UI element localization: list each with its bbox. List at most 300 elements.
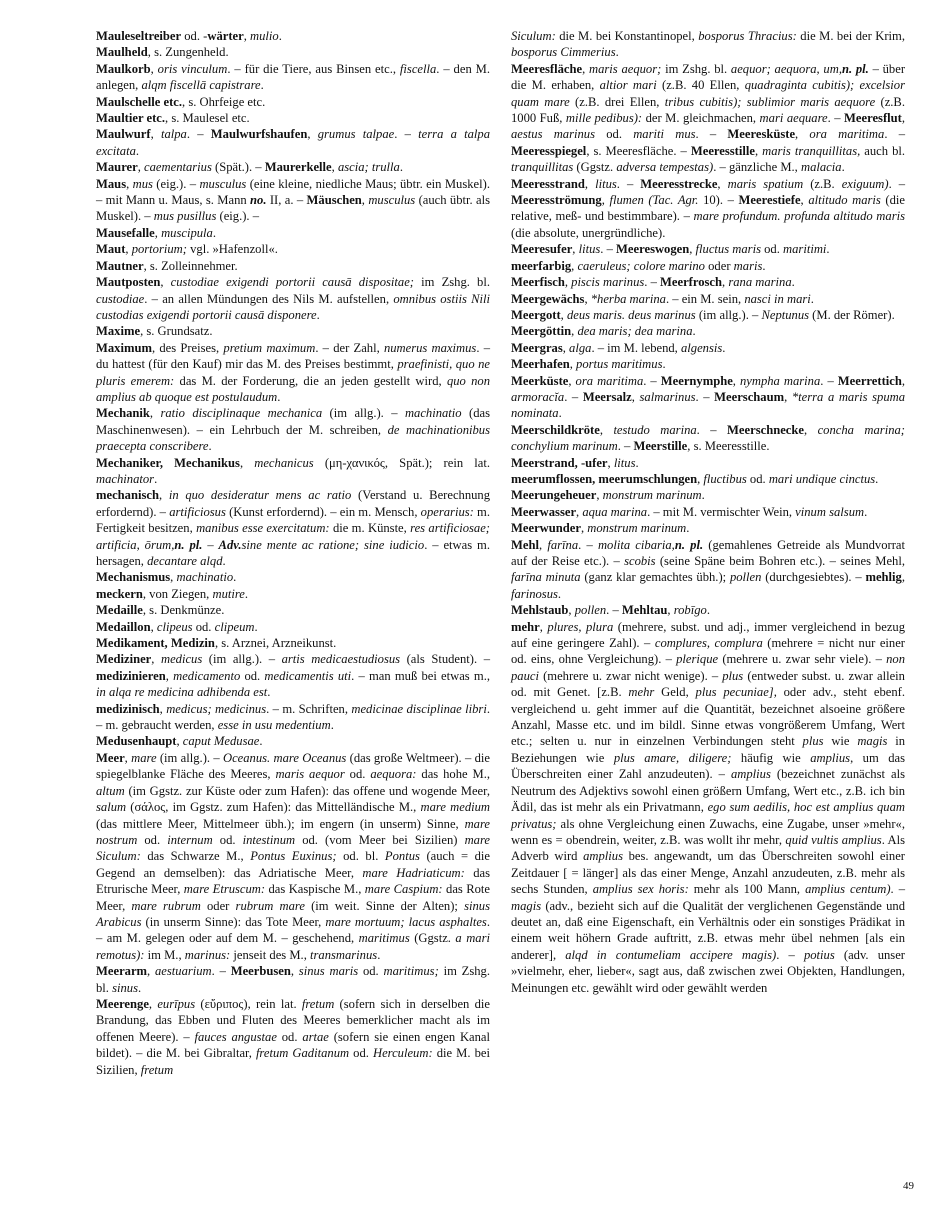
entry-text: ,: [243, 29, 250, 43]
latin-term: exiguum): [841, 176, 889, 191]
latin-term: mare: [131, 750, 157, 765]
latin-term: muscipula: [161, 225, 213, 240]
latin-term: Siculum:: [511, 29, 556, 43]
dictionary-entry: [96, 405, 490, 454]
entry-text: ,: [631, 389, 640, 404]
entry-text: (in unserm Sinne): das Tote Meer,: [141, 914, 326, 929]
entry-text: (mehrere u. zwar sehr viele). –: [718, 652, 887, 667]
entry-text: wie: [823, 734, 858, 749]
entry-text: (Spät.). –: [211, 160, 265, 175]
latin-term: n. pl.: [841, 61, 869, 76]
entry-text: (seine Späne beim Bohren etc.). – seines Mehl,: [655, 554, 905, 568]
entry-text: . –: [644, 275, 661, 290]
entry-text: (z.B. 1000 Fuß,: [511, 94, 905, 126]
latin-term: *terra a maris spuma nominata: [511, 389, 906, 421]
dictionary-entry: [96, 750, 490, 963]
latin-term: rana marina: [728, 275, 792, 290]
entry-text: od.: [746, 471, 769, 486]
latin-term: mare nostrum: [96, 816, 490, 847]
headword: Meersalz: [582, 389, 632, 404]
entry-text: (eine kleine, niedliche Maus; übtr. ein Muskel). – mit Mann u. Maus, s. Mann: [96, 176, 490, 208]
dictionary-entry: [511, 619, 905, 996]
latin-term: mutire: [212, 586, 245, 601]
entry-text: (eig.). –: [152, 176, 200, 191]
entry-text: . –: [695, 389, 715, 404]
latin-term: grumus talpae: [317, 127, 395, 142]
headword: Medaillon: [96, 619, 151, 634]
entry-text: .: [244, 586, 249, 601]
entry-text: (die absolute, unergründliche).: [511, 225, 666, 240]
latin-term: alqd in contumeliam accipere magis): [565, 947, 777, 962]
latin-term: mare Siculum:: [96, 832, 490, 864]
latin-term: magis: [511, 898, 542, 913]
entry-text: .: [686, 521, 690, 536]
latin-term: aequor; aequora, um,: [730, 61, 842, 76]
entry-text: . –: [394, 127, 419, 142]
entry-text: ,: [160, 275, 171, 290]
latin-term: aqua marina: [582, 504, 648, 519]
latin-term: mare Etruscum:: [183, 882, 266, 897]
entry-text: die m. Künste,: [329, 521, 411, 536]
dictionary-entry: [96, 225, 490, 241]
entry-text: .: [662, 357, 666, 372]
latin-term: mus pusillus: [153, 209, 217, 224]
entry-text: (im allg.). –: [202, 652, 282, 667]
dictionary-entry: [511, 323, 905, 339]
latin-term: robīgo: [673, 603, 707, 618]
entry-text: . Als Adverb wird: [511, 832, 905, 864]
latin-term: machinator: [96, 471, 155, 486]
latin-term: bosporus Cimmerius: [511, 45, 616, 60]
entry-text: od.: [595, 127, 634, 142]
headword: Meergott: [511, 307, 561, 322]
headword: Medikament, Medizin: [96, 636, 215, 651]
headword: Meerrettich: [837, 373, 902, 388]
dictionary-entry: [96, 159, 490, 175]
latin-term: no.: [250, 193, 267, 208]
dictionary-entry: [96, 274, 490, 323]
entry-text: .: [316, 307, 320, 322]
entry-text: . –: [884, 127, 905, 142]
entry-text: ,: [580, 521, 588, 536]
latin-term: ora maritima: [809, 127, 885, 142]
entry-text: das hohe M.,: [416, 767, 490, 782]
latin-term: artae: [302, 1029, 329, 1044]
latin-term: internum: [167, 832, 213, 847]
entry-text: .: [635, 455, 639, 470]
entry-text: ,: [572, 242, 579, 257]
latin-term: pollen: [574, 603, 607, 618]
entry-text: ,: [149, 406, 161, 421]
headword: Meerstille: [633, 439, 688, 454]
entry-text: .: [212, 225, 216, 240]
latin-term: aestuarium: [154, 964, 212, 979]
entry-text: .: [208, 439, 212, 454]
headword: Meerküste: [511, 373, 569, 388]
dictionary-entry: [511, 28, 905, 61]
entry-text: .: [138, 980, 142, 995]
dictionary-entry: [96, 241, 490, 257]
headword: Meeresflut: [844, 111, 902, 126]
entry-text: (z.B.: [803, 176, 842, 191]
dictionary-entry: [96, 94, 490, 110]
entry-text: ,: [607, 455, 614, 470]
dictionary-entry: [96, 44, 490, 60]
entry-text: . –: [820, 373, 838, 388]
entry-text: (im allg.). –: [695, 307, 762, 322]
latin-term: mille pedibus):: [565, 111, 643, 126]
latin-term: medicamento: [173, 668, 241, 683]
latin-term: maritimus;: [383, 964, 439, 979]
entry-text: , von Ziegen,: [142, 586, 213, 601]
latin-term: bosporus Thracius:: [698, 29, 797, 43]
entry-text: .: [701, 488, 705, 503]
entry-text: das Schwarze M.,: [140, 849, 251, 864]
entry-text: ,: [754, 143, 763, 158]
latin-term: ora maritima: [575, 373, 644, 388]
dictionary-entry: [511, 291, 905, 307]
latin-term: medicus: [160, 652, 203, 667]
entry-text: (das mittlere Meer, Mittelmeer übh.); im engern (in unserm) Sinne,: [96, 816, 465, 831]
latin-term: Oceanus. mare Oceanus: [222, 750, 347, 765]
headword: Mäuschen: [306, 193, 362, 208]
entry-text: die M. bei Konstantinopel,: [555, 29, 699, 43]
latin-term: piscis marinus: [571, 275, 645, 290]
latin-term: algensis: [680, 340, 723, 355]
entry-text: . – für die Tiere, aus Binsen etc.,: [227, 61, 400, 76]
latin-term: farīna: [547, 537, 579, 552]
headword: Meeresfläche: [511, 61, 583, 76]
entry-text: das Rote Meer,: [96, 882, 491, 913]
latin-term: dea maris; dea marina: [577, 324, 693, 339]
headword: meckern: [96, 586, 143, 601]
headword: Mediziner: [96, 652, 152, 667]
latin-term: ascia; trulla: [337, 160, 400, 175]
entry-text: –: [202, 537, 219, 552]
dictionary-entry: [511, 504, 905, 520]
entry-text: ,: [697, 471, 704, 486]
entry-text: (auch übtr. als Muskel). –: [96, 193, 490, 224]
entry-text: .: [278, 29, 282, 43]
entry-text: . – den M. anlegen,: [96, 61, 490, 93]
entry-text: ,: [159, 701, 167, 716]
latin-term: eurīpus: [157, 996, 196, 1011]
headword: Meergöttin: [511, 324, 572, 339]
latin-term: aestus marinus: [511, 127, 595, 142]
latin-term: maritimi: [783, 242, 827, 257]
entry-text: (Ggstz.: [409, 931, 456, 946]
entry-text: im Zshg. bl.: [661, 61, 731, 76]
latin-term: salum: [96, 800, 127, 815]
latin-term: fluctibus: [703, 471, 747, 486]
entry-text: .: [557, 586, 562, 601]
entry-text: . –: [890, 882, 905, 897]
entry-text: oder: [200, 898, 236, 913]
headword: Meeresströmung: [511, 193, 602, 208]
headword: Meeresspiegel: [511, 143, 587, 158]
dictionary-entry: [96, 126, 490, 159]
headword: mehlig: [865, 570, 902, 585]
latin-term: Pontus Euxinus;: [250, 849, 337, 864]
entry-text: ,: [170, 570, 177, 585]
latin-term: mehr: [628, 685, 655, 700]
entry-text: .: [875, 471, 879, 486]
entry-text: mehr als 100 Mann,: [688, 882, 806, 897]
latin-term: plures, plura: [547, 619, 614, 634]
entry-text: .: [277, 389, 281, 404]
entry-text: ,: [150, 61, 158, 76]
page-number: 49: [903, 1180, 914, 1192]
entry-text: .: [377, 947, 381, 962]
entry-text: od. bl.: [336, 849, 385, 864]
dictionary-entry: [96, 28, 490, 44]
entry-text: ,: [795, 127, 810, 142]
latin-term: sinus Arabicus: [96, 898, 490, 929]
latin-term: mari undique cinctus: [768, 471, 876, 486]
latin-term: vinum salsum: [795, 504, 865, 519]
latin-term: mare rubrum: [131, 898, 201, 913]
entry-text: .: [135, 143, 140, 158]
headword: Maulwurfshaufen: [210, 127, 308, 142]
entry-text: (auch = die Gegend an demselben): das Adriatische Meer,: [96, 849, 491, 880]
headword: Mausefalle: [96, 225, 155, 240]
entry-text: (Verstand u. Berechnung erfordernd). –: [96, 488, 491, 519]
latin-term: transmarinus: [310, 947, 378, 962]
latin-term: medicus; medicinus: [166, 701, 267, 716]
latin-term: tranquillitas: [511, 160, 574, 175]
headword: Meerbusen: [230, 964, 291, 979]
latin-term: plus: [802, 734, 824, 749]
latin-term: portus maritimus: [576, 357, 663, 372]
headword: Meerarm: [96, 964, 148, 979]
latin-term: altum: [96, 783, 125, 798]
dictionary-entry: [96, 586, 490, 602]
dictionary-entry: [96, 733, 490, 749]
entry-text: , s. Grundsatz.: [140, 324, 213, 339]
entry-text: .: [254, 619, 258, 634]
headword: Maxime: [96, 324, 141, 339]
entry-text: od. (vom Meer bei Sizilien): [295, 832, 465, 847]
entry-text: Geld,: [654, 685, 696, 700]
latin-term: numerus maximus: [383, 340, 477, 355]
latin-term: pretium maximum: [223, 340, 316, 355]
latin-term: scobis: [624, 554, 656, 568]
dictionary-entry: [96, 61, 490, 94]
dictionary-entry: [511, 471, 905, 487]
entry-text: . –: [606, 603, 622, 618]
latin-term: magis: [857, 734, 888, 749]
headword: Maulwurf: [96, 127, 151, 142]
entry-text: ,: [539, 619, 548, 634]
entry-text: das M. der Forderung, die an jeden gestellt wird,: [174, 373, 447, 388]
entry-text: .: [810, 291, 814, 306]
entry-text: , s. Zolleinnehmer.: [143, 258, 238, 273]
entry-text: (im allg.). –: [322, 406, 405, 421]
latin-term: Adv.: [218, 537, 242, 552]
entry-text: ,: [569, 357, 577, 372]
entry-text: ,: [576, 504, 583, 519]
latin-term: custodiae: [96, 291, 145, 306]
dictionary-entry: [511, 455, 905, 471]
headword: medizinieren: [96, 668, 166, 683]
dictionary-entry: [511, 176, 905, 242]
headword: mechanisch: [96, 488, 159, 503]
entry-text: (sofern sich in derselben die Brandung, das Ebben und Fluten des Meeres bemerklicher macht als im offenen Meere). –: [96, 996, 490, 1044]
entry-text: ,: [562, 340, 570, 355]
entry-text: , s. Maulesel etc.: [165, 111, 250, 126]
latin-term: de machinationibus praecepta conscribere: [96, 422, 490, 454]
entry-text: häufig wie: [731, 750, 811, 765]
entry-text: ,: [584, 291, 591, 306]
entry-text: .: [330, 718, 334, 733]
dictionary-entry: [96, 701, 490, 734]
latin-term: plus amare, diligere;: [613, 750, 732, 765]
latin-term: maris spatium: [727, 176, 804, 191]
latin-term: monstrum marinum: [602, 488, 702, 503]
latin-term: ratio disciplinaque mechanica: [160, 406, 323, 421]
latin-term: intestinum: [242, 832, 296, 847]
headword: Meerschnecke: [727, 422, 804, 437]
headword: Mehlstaub: [511, 603, 569, 618]
entry-text: ,: [158, 488, 169, 503]
latin-term: manibus esse exercitatum:: [196, 521, 330, 536]
entry-text: ,: [803, 422, 818, 437]
headword: Mechaniker, Mechanikus: [96, 455, 240, 470]
latin-term: potius: [803, 947, 835, 962]
entry-text: . –: [616, 176, 641, 191]
latin-term: litus: [613, 455, 636, 470]
headword: Mauleseltreiber: [96, 29, 182, 43]
latin-term: n. pl.: [174, 537, 203, 552]
latin-term: mariti mus: [633, 127, 696, 142]
headword: Meeresufer: [511, 242, 573, 257]
entry-text: (adv. unser »vielmehr, eher, lieber«, sagt aus, daß zwischen zwei Objekten, Handlungen, Meinungen etc. gewählt wird oder gewählt werden: [511, 947, 905, 995]
headword: Meerhafen: [511, 357, 570, 372]
latin-term: mare profundum. profunda altitudo maris: [693, 209, 905, 224]
entry-text: .: [722, 340, 726, 355]
entry-text: , s. Denkmünze.: [142, 603, 225, 618]
latin-term: fiscella: [399, 61, 437, 76]
entry-text: . – am M. gelegen oder auf dem M. – geschehend,: [96, 914, 490, 946]
entry-text: vgl. »Hafenzoll«.: [186, 242, 278, 257]
latin-term: altitudo maris: [808, 193, 881, 208]
headword: Maulschelle etc.: [96, 94, 183, 109]
latin-term: pollen: [729, 570, 762, 585]
entry-text: . – du hattest (für den Kauf) mir das M. des Preises bestimmt,: [96, 340, 490, 372]
dictionary-entry: [511, 307, 905, 323]
entry-text: ,: [150, 619, 157, 634]
headword: Maut: [96, 242, 126, 257]
entry-text: . –: [696, 422, 728, 437]
latin-term: portorium;: [131, 242, 187, 257]
entry-text: ,: [568, 603, 575, 618]
latin-term: operarius:: [420, 504, 474, 519]
entry-text: (mehrere, subst. und adj., immer vergleichend in bezug auf eine geringere Zahl). –: [511, 619, 906, 651]
latin-term: armoracĭa: [511, 389, 565, 404]
entry-text: als ohne Vergleichung einen Zuwachs, eine Zugabe, unser »mehr«, wenn es = obendrein, weiter, z.B. was wollt ihr mehr,: [511, 816, 905, 847]
latin-term: artificiosus: [169, 504, 226, 519]
latin-term: esse in usu medentium: [217, 718, 331, 733]
headword: Meernymphe: [660, 373, 733, 388]
entry-text: .: [233, 570, 237, 585]
latin-term: mari aequare: [759, 111, 828, 126]
entry-text: ,: [596, 488, 603, 503]
entry-text: . –: [695, 127, 728, 142]
entry-text: . –: [617, 439, 634, 454]
headword: medizinisch: [96, 701, 160, 716]
entry-text: ,: [584, 176, 596, 191]
entry-text: (mehrere = nicht nur einer od. eins, ohne Vergleichung). –: [511, 636, 906, 667]
latin-term: alqm fiscellā capistrare: [141, 78, 261, 93]
headword: Mechanismus: [96, 570, 171, 585]
latin-term: Herculeum:: [372, 1046, 433, 1061]
latin-term: litus: [595, 176, 617, 191]
entry-text: ,: [689, 242, 696, 257]
entry-text: .: [399, 160, 404, 175]
latin-term: medicinae disciplinae libri: [351, 701, 487, 716]
entry-text: , s. Meeresfläche. –: [586, 143, 691, 158]
latin-term: quo non amplius ab quoque est postulaudum: [96, 373, 490, 404]
latin-term: mechanicus: [254, 455, 314, 470]
latin-term: altior mari: [599, 78, 657, 93]
latin-term: amplius centum): [805, 882, 891, 897]
dictionary-entry: [511, 274, 905, 290]
latin-term: sinus maris: [298, 964, 359, 979]
latin-term: mare Hadriaticum:: [362, 865, 465, 880]
latin-term: res artificiosae; artificia, ōrum,: [96, 521, 490, 552]
entry-text: .: [706, 603, 710, 618]
latin-term: tribus cubitis); sublimior maris aequore: [664, 94, 876, 109]
entry-text: . –: [827, 111, 845, 126]
entry-text: (das Maschinenwesen). – ein Lehrbuch der M. schreiben,: [96, 406, 490, 437]
headword: Meerschaum: [714, 389, 785, 404]
dictionary-entry: [96, 110, 490, 126]
dictionary-entry: [511, 373, 905, 422]
entry-text: od.: [192, 619, 215, 634]
entry-text: (M. der Römer).: [809, 307, 895, 322]
latin-term: farinosus: [511, 586, 558, 601]
entry-text: . –: [564, 389, 583, 404]
latin-term: caementarius: [144, 160, 212, 175]
latin-term: fretum: [140, 1062, 174, 1077]
latin-term: clipeus: [156, 619, 193, 634]
entry-text: jenseit des M.,: [230, 947, 310, 962]
entry-text: .: [558, 406, 562, 421]
headword: Mehl: [511, 537, 539, 552]
entry-text: (durchgesiebtes). –: [761, 570, 866, 585]
latin-term: mare medium: [420, 800, 491, 815]
entry-text: ,: [667, 603, 674, 618]
headword: Meer: [96, 750, 125, 765]
entry-text: .: [259, 734, 263, 749]
dictionary-entry: [511, 61, 905, 176]
entry-text: . – m. gebraucht werden,: [96, 701, 490, 733]
latin-term: terra a talpa excitata: [96, 127, 491, 158]
entry-text: od.: [760, 242, 784, 257]
latin-term: artis medicaestudiosus: [281, 652, 401, 667]
entry-text: (eig.). –: [216, 209, 260, 224]
headword: meerfarbig: [511, 258, 572, 273]
latin-term: machinatio: [176, 570, 234, 585]
entry-text: ,: [582, 61, 589, 76]
headword: Mehltau: [621, 603, 668, 618]
headword: Meerungeheuer: [511, 488, 597, 503]
entry-text: , s. Arznei, Arzneikunst.: [214, 636, 337, 651]
entry-text: ,: [176, 734, 183, 749]
entry-text: ,: [154, 225, 162, 240]
entry-text: . –: [600, 242, 617, 257]
entry-text: . –: [776, 947, 804, 962]
